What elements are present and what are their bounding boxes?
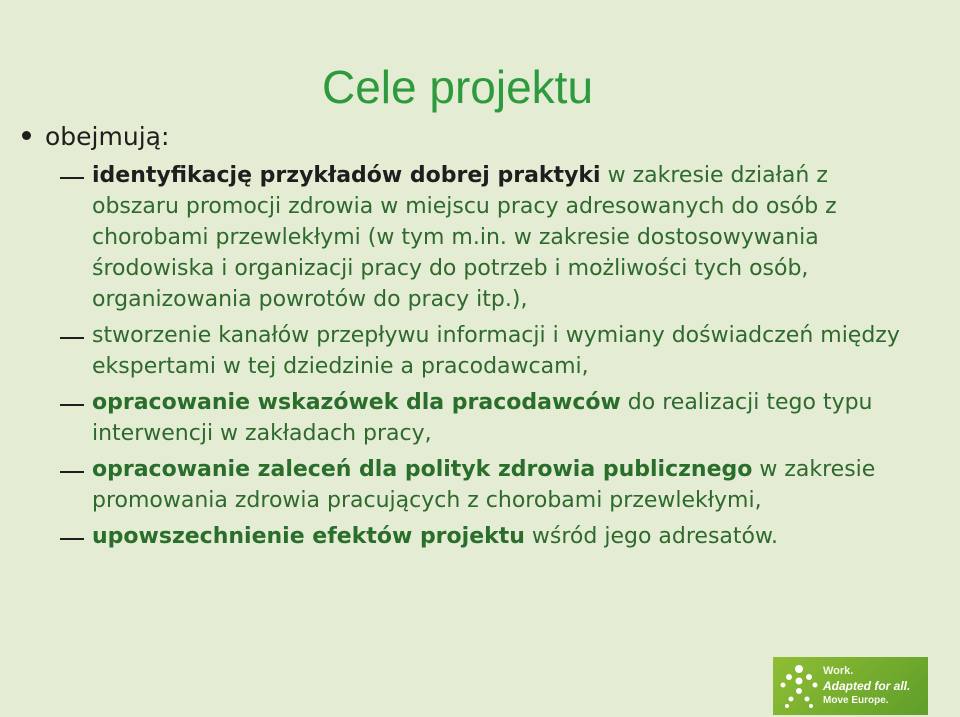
item-text: w zakresie promowania zdrowia pracujących z chorobami przewlekłymi, [92, 457, 876, 513]
item-text: w zakresie działań z obszaru promocji zdrowia w miejscu pracy adresowanych do osób z chorobami przewlekłymi (w tym m.in. w zakresie dostosowywania środowiska i organizacji pracy do potrzeb i możliwości tych osób, organizowania powrotów do pracy itp.), [92, 163, 837, 312]
dash-icon [60, 337, 84, 339]
item-bold: identyfikację przykładów dobrej praktyki [92, 163, 601, 188]
intro-text: obejmują: [45, 122, 170, 151]
figure-icon [779, 663, 819, 709]
logo-line-adapted: Adapted for all. [823, 679, 911, 693]
work-adapted-logo [773, 657, 928, 715]
item-bold: opracowanie zaleceń dla polityk zdrowia publicznego [92, 457, 753, 482]
list-item [60, 454, 920, 516]
item-text: wśród jego adresatów. [524, 524, 778, 549]
logo-line-move-europe: Move Europe. [823, 695, 889, 706]
goals-list [60, 160, 920, 557]
item-text: stworzenie kanałów przepływu informacji i wymiany doświadczeń między ekspertami w tej dziedzinie a pracodawcami, [92, 323, 900, 379]
intro-line [22, 122, 169, 151]
list-item [60, 320, 920, 382]
dash-icon [60, 471, 84, 473]
logo-line-work: Work. [823, 665, 854, 677]
item-text: do realizacji tego typu interwencji w zakładach pracy, [92, 390, 873, 446]
item-bold: opracowanie wskazówek dla pracodawców [92, 390, 621, 415]
list-item [60, 387, 920, 449]
page-title: Cele projektu [322, 61, 594, 113]
item-bold: upowszechnienie efektów projektu [92, 524, 525, 549]
list-item [60, 160, 920, 315]
dash-icon [60, 404, 84, 406]
bullet-icon [22, 131, 31, 140]
list-item [60, 521, 920, 552]
dash-icon [60, 177, 84, 179]
dash-icon [60, 538, 84, 540]
